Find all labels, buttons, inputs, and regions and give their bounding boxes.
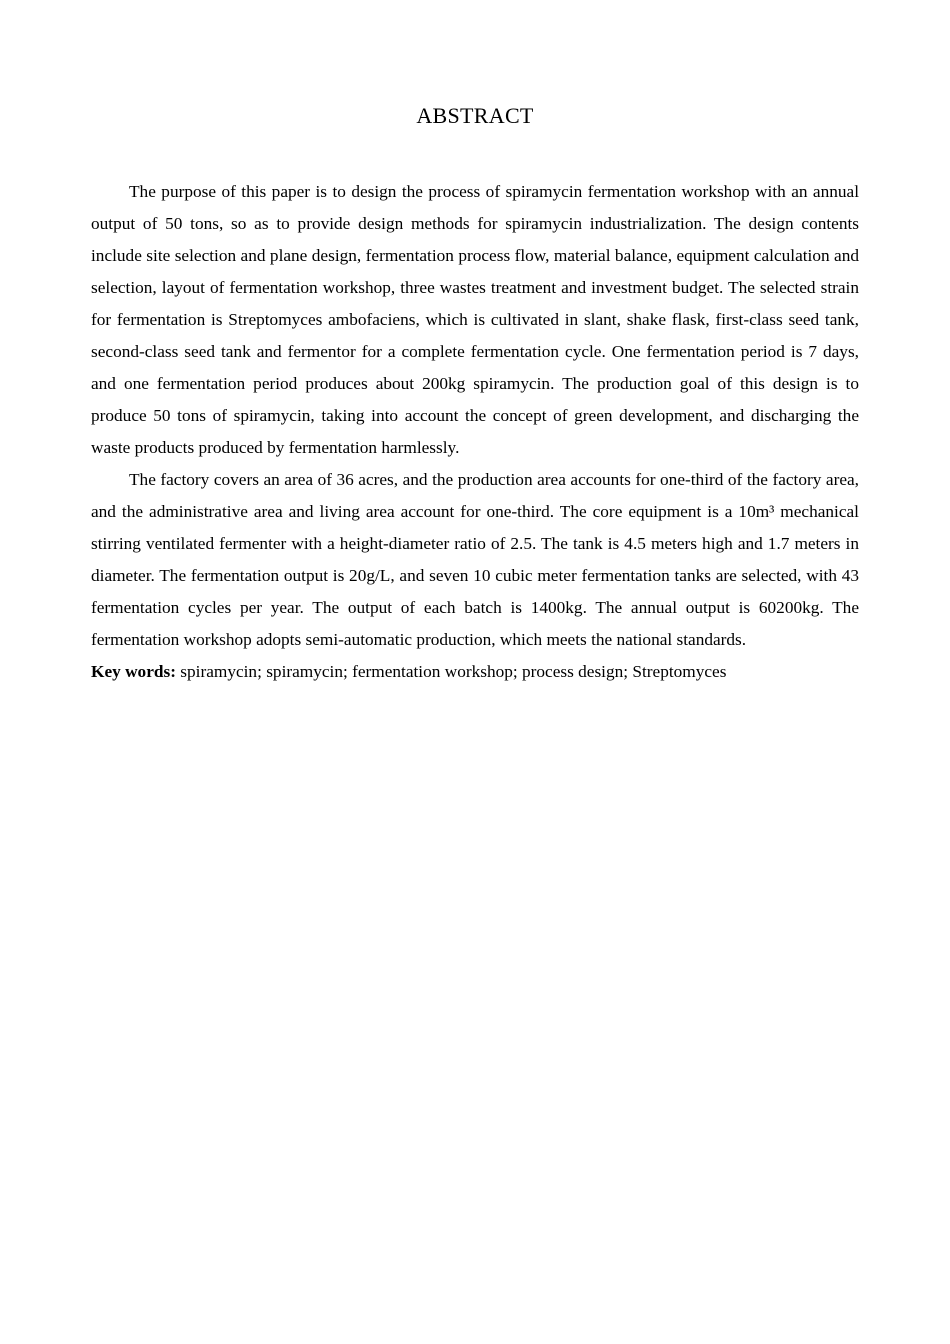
keywords-line [91, 656, 859, 688]
abstract-title: ABSTRACT [416, 103, 534, 128]
keywords-label: Key words: [91, 662, 176, 681]
abstract-paragraph-2: The factory covers an area of 36 acres, and the production area accounts for one-third of the factory area, and the administrative area and living area account for one-third. The core equipment is a 10m³ mechanical stirring ventilated fermenter with a height-diameter ratio of 2.5. The tank is 4.5 meters high and 1.7 meters in diameter. The fermentation output is 20g/L, and seven 10 cubic meter fermentation tanks are selected, with 43 fermentation cycles per year. The output of each batch is 1400kg. The annual output is 60200kg. The fermentation workshop adopts semi-automatic production, which meets the national standards. [91, 470, 859, 649]
abstract-body [91, 176, 859, 688]
keywords-text: spiramycin; spiramycin; fermentation workshop; process design; Streptomyces [175, 662, 727, 681]
abstract-paragraph-1: The purpose of this paper is to design the process of spiramycin fermentation workshop with an annual output of 50 tons, so as to provide design methods for spiramycin industrialization. The design contents include site selection and plane design, fermentation process flow, material balance, equipment calculation and selection, layout of fermentation workshop, three wastes treatment and investment budget. The selected strain for fermentation is Streptomyces ambofaciens, which is cultivated in slant, shake flask, first-class seed tank, second-class seed tank and fermentor for a complete fermentation cycle. One fermentation period is 7 days, and one fermentation period produces about 200kg spiramycin. The production goal of this design is to produce 50 tons of spiramycin, taking into account the concept of green development, and discharging the waste products produced by fermentation harmlessly. [91, 182, 859, 457]
